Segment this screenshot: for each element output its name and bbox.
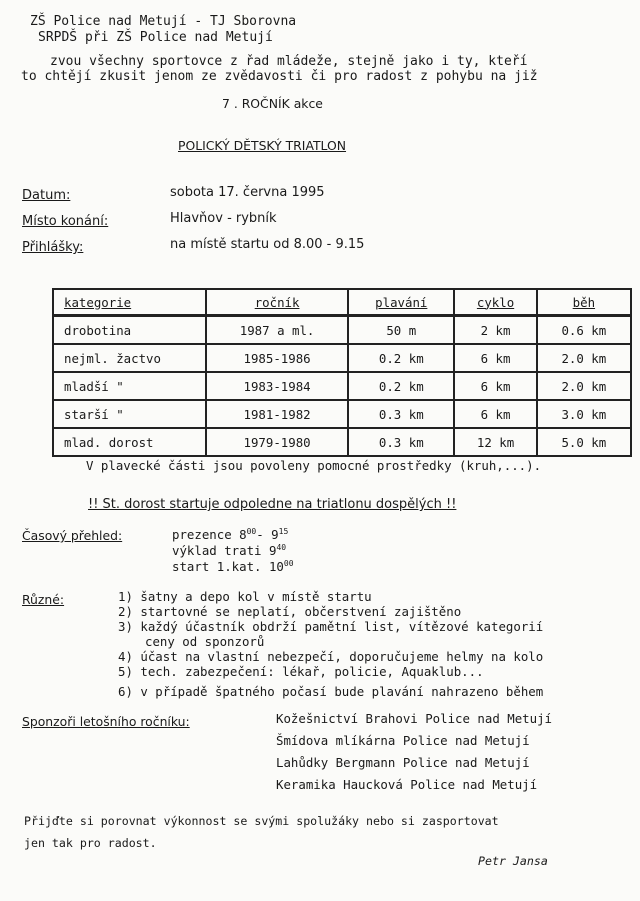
event-title: POLICKÝ DĚTSKÝ TRIATLON <box>178 138 347 153</box>
misc-item: 2) startovné se neplatí, občerstvení zajištěno <box>118 604 462 619</box>
info-label-registration: Přihlášky: <box>22 240 84 255</box>
col-header-swim: plavání <box>348 289 454 316</box>
cell-category: nejml. žactvo <box>53 344 206 372</box>
cell-category: mlad. dorost <box>53 428 206 456</box>
cell-run: 5.0 km <box>537 428 631 456</box>
cell-bike: 12 km <box>454 428 536 456</box>
closing-line-1: Přijďte si porovnat výkonnost se svými spolužáky nebo si zasportovat <box>24 814 499 828</box>
table-row <box>53 400 631 428</box>
misc-label: Různé: <box>22 592 65 607</box>
info-value-date: sobota 17. června 1995 <box>170 185 325 200</box>
cell-run: 3.0 km <box>537 400 631 428</box>
intro-line-2: to chtějí zkusit jenom ze zvědavosti či pro radost z pohybu na již <box>21 69 538 84</box>
table-row <box>53 316 631 345</box>
schedule-item-start: start 1.kat. $10^{00}$ <box>172 559 294 574</box>
table-row <box>53 428 631 456</box>
cell-run: 2.0 km <box>537 372 631 400</box>
schedule-item-presence: prezence $8^{00}-$ $9^{15}$ <box>172 527 289 542</box>
info-value-place: Hlavňov - rybník <box>170 211 277 226</box>
schedule-item-briefing: výklad trati $9^{40}$ <box>172 543 287 558</box>
cell-bike: 2 km <box>454 316 536 345</box>
sponsor-item: Lahůdky Bergmann Police nad Metují <box>276 755 530 770</box>
cell-swim: 0.2 km <box>348 372 454 400</box>
cell-run: 2.0 km <box>537 344 631 372</box>
cell-category: starší " <box>53 400 206 428</box>
signature: Petr Jansa <box>478 854 548 868</box>
cell-swim: 0.3 km <box>348 400 454 428</box>
schedule-label: Časový přehled: <box>22 528 123 543</box>
header-line-1: ZŠ Police nad Metují - TJ Sborovna <box>30 14 297 29</box>
col-header-year: ročník <box>206 289 348 316</box>
sponsor-item: Keramika Haucková Police nad Metují <box>276 777 538 792</box>
misc-item: 6) v případě špatného počasí bude plavání nahrazeno během <box>118 684 544 699</box>
cell-year: 1979-1980 <box>206 428 348 456</box>
sponsors-label: Sponzoři letošního ročníku: <box>22 714 190 729</box>
info-label-date: Datum: <box>22 188 71 203</box>
table-row <box>53 372 631 400</box>
cell-bike: 6 km <box>454 372 536 400</box>
col-header-category: kategorie <box>53 289 206 316</box>
edition-line: 7 . ROČNÍK akce <box>222 96 323 111</box>
cell-run: 0.6 km <box>537 316 631 345</box>
cell-bike: 6 km <box>454 400 536 428</box>
misc-item: 3) každý účastník obdrží pamětní list, vítězové kategorií <box>118 619 544 634</box>
cell-category: mladší " <box>53 372 206 400</box>
cell-category: drobotina <box>53 316 206 345</box>
misc-item: 1) šatny a depo kol v místě startu <box>118 589 372 604</box>
cell-year: 1987 a ml. <box>206 316 348 345</box>
cell-swim: 0.2 km <box>348 344 454 372</box>
cell-year: 1983-1984 <box>206 372 348 400</box>
col-header-run: běh <box>537 289 631 316</box>
misc-item: 5) tech. zabezpečení: lékař, policie, Aquaklub... <box>118 664 484 679</box>
table-note: V plavecké části jsou povoleny pomocné prostředky (kruh,...). <box>86 458 542 473</box>
col-header-bike: cyklo <box>454 289 536 316</box>
misc-item: 4) účast na vlastní nebezpečí, doporučujeme helmy na kolo <box>118 649 544 664</box>
info-label-place: Místo konání: <box>22 214 109 229</box>
header-line-2: SRPDŠ při ZŠ Police nad Metují <box>38 30 273 45</box>
cell-swim: 50 m <box>348 316 454 345</box>
cell-year: 1981-1982 <box>206 400 348 428</box>
table-header-row <box>53 289 631 316</box>
info-value-registration: na místě startu od 8.00 - 9.15 <box>170 237 365 252</box>
sponsor-item: Šmídova mlíkárna Police nad Metují <box>276 733 530 748</box>
cell-bike: 6 km <box>454 344 536 372</box>
cell-year: 1985-1986 <box>206 344 348 372</box>
sponsor-item: Kožešnictví Brahovi Police nad Metují <box>276 711 553 726</box>
cell-swim: 0.3 km <box>348 428 454 456</box>
misc-item: ceny od sponzorů <box>145 634 265 649</box>
category-table <box>52 288 632 457</box>
warning-line: !! St. dorost startuje odpoledne na triatlonu dospělých !! <box>88 497 457 512</box>
intro-line-1: zvou všechny sportovce z řad mládeže, stejně jako i ty, kteří <box>50 54 528 69</box>
closing-line-2: jen tak pro radost. <box>24 836 157 850</box>
table-row <box>53 344 631 372</box>
